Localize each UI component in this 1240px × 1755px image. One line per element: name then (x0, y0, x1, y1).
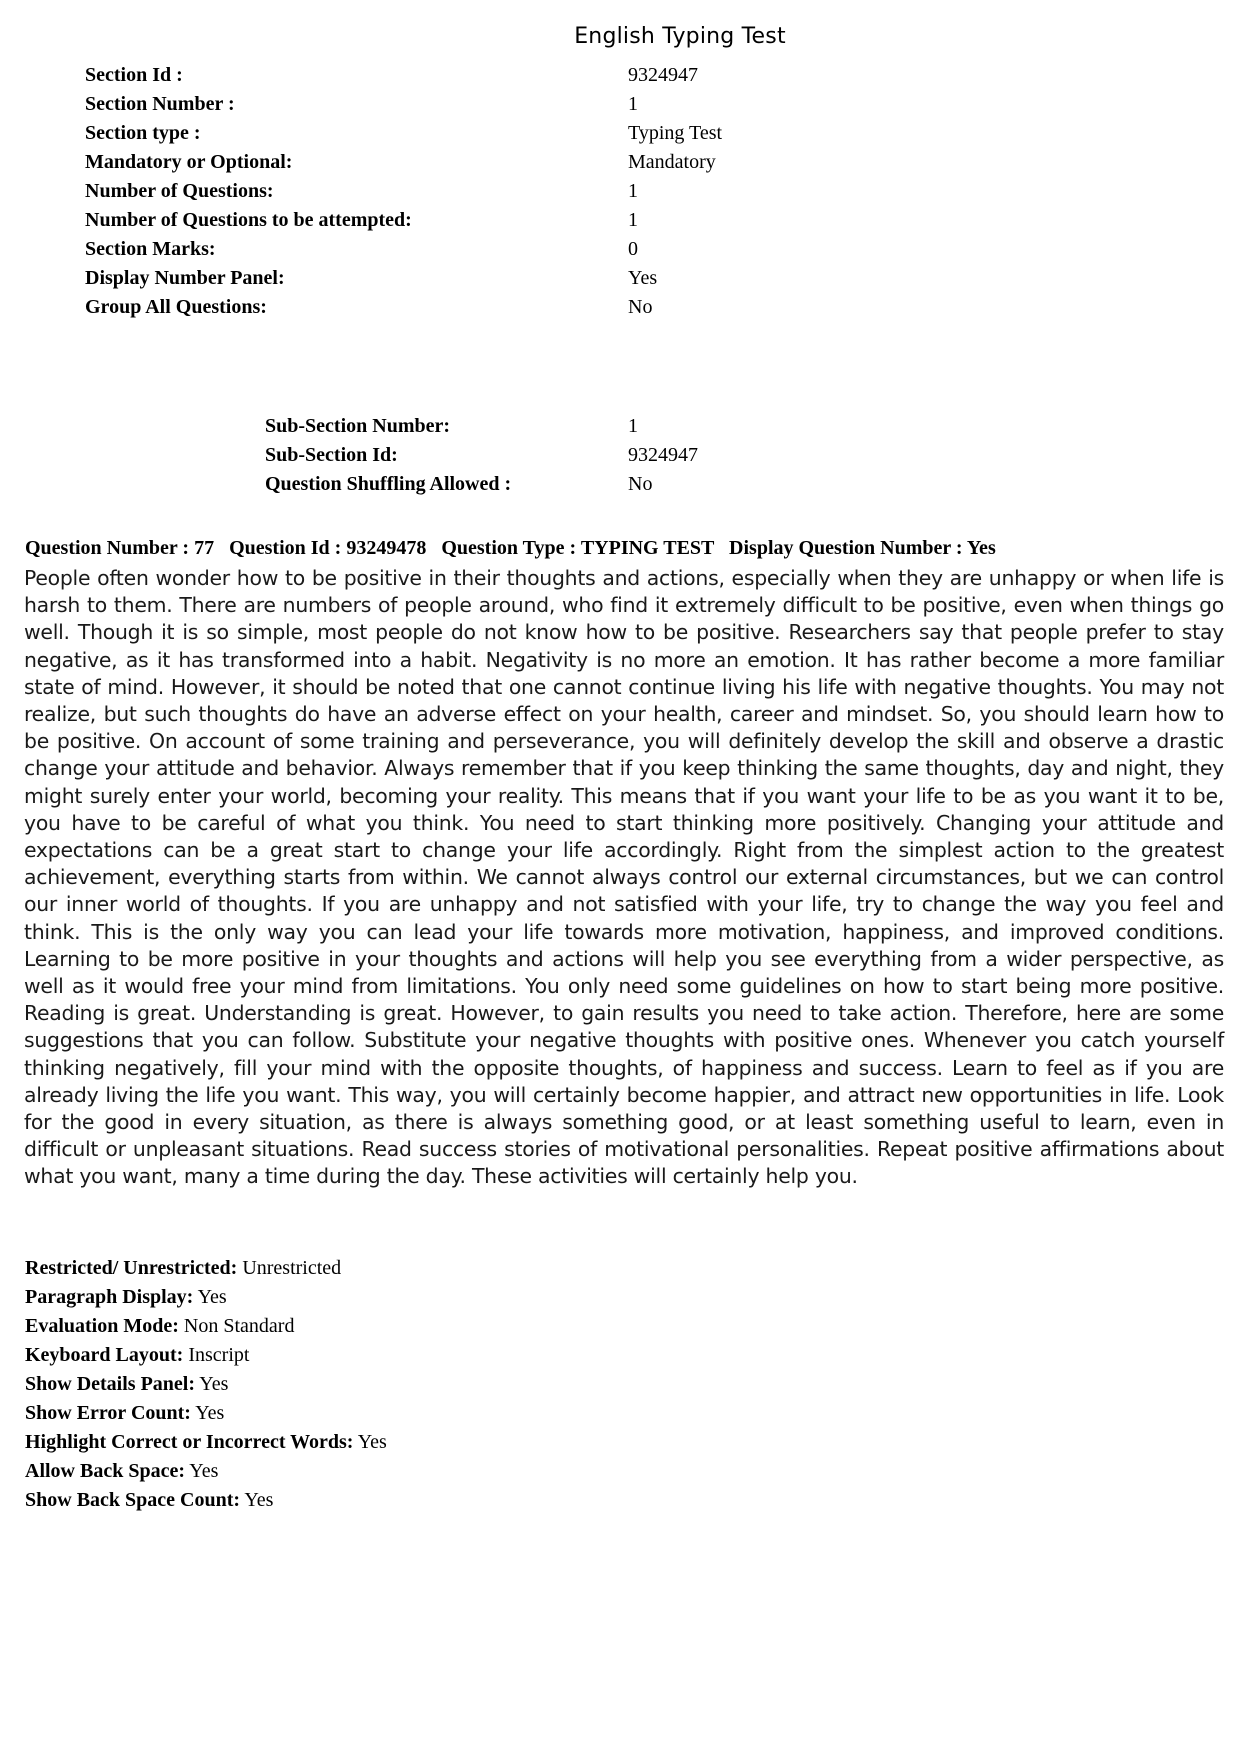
setting-label: Show Error Count: (25, 1402, 191, 1424)
setting-allow-back-space (25, 1457, 387, 1486)
setting-label: Restricted/ Unrestricted: (25, 1257, 238, 1279)
setting-show-details-panel (25, 1370, 387, 1399)
mandatory-optional-value: Mandatory (628, 151, 716, 173)
setting-value: Yes (244, 1489, 274, 1511)
subsection-row (265, 441, 698, 470)
section-number-value: 1 (628, 93, 638, 115)
section-row (85, 206, 722, 235)
setting-value: Inscript (188, 1344, 250, 1366)
mandatory-optional-label: Mandatory or Optional: (85, 151, 293, 173)
question-header (25, 537, 996, 560)
subsection-row (265, 412, 698, 441)
setting-keyboard-layout (25, 1341, 387, 1370)
setting-value: Yes (357, 1431, 387, 1453)
question-type: Question Type : TYPING TEST (441, 537, 715, 559)
group-all-questions-label: Group All Questions: (85, 296, 267, 318)
section-row (85, 148, 722, 177)
question-id: Question Id : 93249478 (229, 537, 427, 559)
group-all-questions-value: No (628, 296, 653, 318)
section-row (85, 264, 722, 293)
setting-label: Keyboard Layout: (25, 1344, 184, 1366)
display-number-panel-value: Yes (628, 267, 658, 289)
setting-evaluation-mode (25, 1312, 387, 1341)
section-details-table (85, 61, 722, 322)
question-shuffling-value: No (628, 473, 653, 495)
question-shuffling-label: Question Shuffling Allowed : (265, 473, 512, 495)
question-number: Question Number : 77 (25, 537, 215, 559)
section-type-label: Section type : (85, 122, 201, 144)
setting-value: Unrestricted (242, 1257, 342, 1279)
page-title: English Typing Test (574, 24, 786, 49)
subsection-row (265, 470, 698, 499)
typing-passage: People often wonder how to be positive in their thoughts and actions, especially when they are unhappy or when life is harsh to them. There are numbers of people around, who find it extremely difficult to be positive, even when things go well. Though it is so simple, most people do not know how to be positive. Researchers say that people prefer to stay negative, as it has transformed into a habit. Negativity is no more an emotion. It has rather become a more familiar state of mind. However, it should be noted that one cannot continue living his life with negative thoughts. You may not realize, but such thoughts do have an adverse effect on your health, career and mindset. So, you should learn how to be positive. On account of some training and perseverance, you will definitely develop the skill and observe a drastic change your attitude and behavior. Always remember that if you keep thinking the same thoughts, day and night, they might surely enter your world, becoming your reality. This means that if you want your life to be as you want it to be, you have to be careful of what you think. You need to start thinking more positively. Changing your attitude and expectations can be a great start to change your life accordingly. Right from the simplest action to the greatest achievement, everything starts from within. We cannot always control our external circumstances, but we can control our inner world of thoughts. If you are unhappy and not satisfied with your life, try to change the way you feel and think. This is the only way you can lead your life towards more motivation, happiness, and improved conditions. Learning to be more positive in your thoughts and actions will help you see everything from a wider perspective, as well as it would free your mind from limitations. You only need some guidelines on how to start being more positive. Reading is great. Understanding is great. However, to gain results you need to take action. Therefore, here are some suggestions that you can follow. Substitute your negative thoughts with positive ones. Whenever you catch yourself thinking negatively, fill your mind with the opposite thoughts, of happiness and success. Learn to feel as if you are already living the life you want. This way, you will certainly become happier, and attract new opportunities in life. Look for the good in every situation, as there is always something good, or at least something useful to learn, even in difficult or unpleasant situations. Read success stories of motivational personalities. Repeat positive affirmations about what you want, many a time during the day. These activities will certainly help you. (24, 566, 1224, 1189)
subsection-number-label: Sub-Section Number: (265, 415, 451, 437)
questions-to-attempt-value: 1 (628, 209, 638, 231)
setting-show-back-space-count (25, 1486, 387, 1515)
setting-label: Highlight Correct or Incorrect Words: (25, 1431, 354, 1453)
setting-value: Non Standard (183, 1315, 295, 1337)
setting-value: Yes (189, 1460, 219, 1482)
setting-highlight-words (25, 1428, 387, 1457)
subsection-id-value: 9324947 (628, 444, 698, 466)
section-marks-label: Section Marks: (85, 238, 216, 260)
section-row (85, 90, 722, 119)
section-number-label: Section Number : (85, 93, 235, 115)
setting-show-error-count (25, 1399, 387, 1428)
section-row (85, 119, 722, 148)
section-row (85, 235, 722, 264)
section-type-value: Typing Test (628, 122, 723, 144)
section-row (85, 177, 722, 206)
setting-label: Show Details Panel: (25, 1373, 195, 1395)
section-row (85, 293, 722, 322)
setting-value: Yes (199, 1373, 229, 1395)
setting-paragraph-display (25, 1283, 387, 1312)
setting-label: Show Back Space Count: (25, 1489, 241, 1511)
setting-value: Yes (197, 1286, 227, 1308)
display-number-panel-label: Display Number Panel: (85, 267, 285, 289)
subsection-id-label: Sub-Section Id: (265, 444, 398, 466)
setting-label: Allow Back Space: (25, 1460, 185, 1482)
setting-value: Yes (195, 1402, 225, 1424)
section-id-value: 9324947 (628, 64, 698, 86)
question-settings (25, 1254, 387, 1515)
setting-restricted (25, 1254, 387, 1283)
setting-label: Paragraph Display: (25, 1286, 194, 1308)
subsection-number-value: 1 (628, 415, 638, 437)
number-of-questions-value: 1 (628, 180, 638, 202)
subsection-details-table (265, 412, 698, 499)
setting-label: Evaluation Mode: (25, 1315, 179, 1337)
number-of-questions-label: Number of Questions: (85, 180, 274, 202)
section-row (85, 61, 722, 90)
display-question-number: Display Question Number : Yes (729, 537, 996, 559)
section-marks-value: 0 (628, 238, 638, 260)
section-id-label: Section Id : (85, 64, 183, 86)
questions-to-attempt-label: Number of Questions to be attempted: (85, 209, 412, 231)
